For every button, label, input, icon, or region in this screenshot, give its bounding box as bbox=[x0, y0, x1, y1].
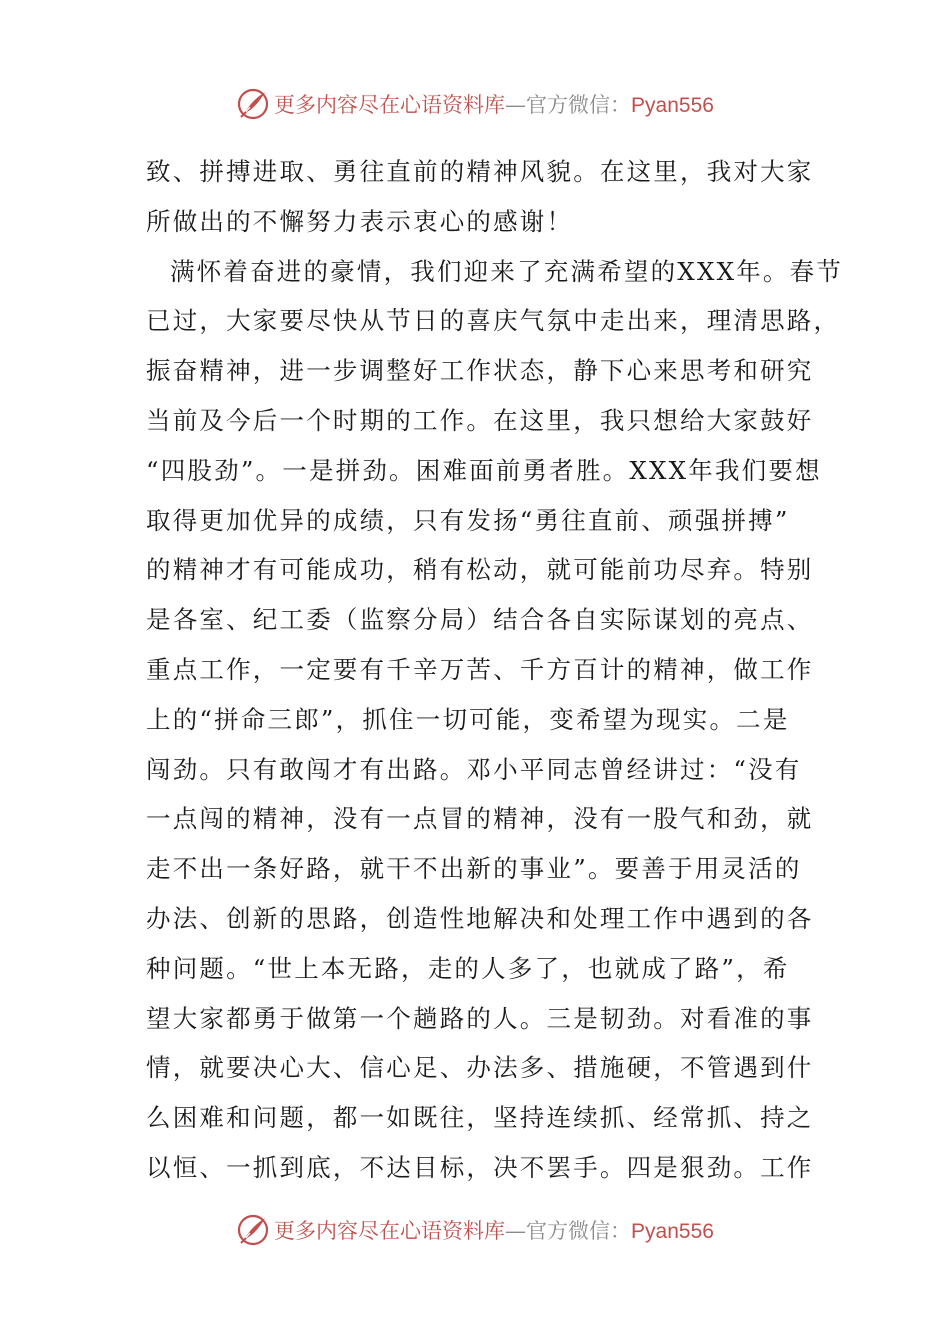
header-banner bbox=[0, 84, 950, 124]
banner-dash: — bbox=[505, 93, 527, 117]
body-line: 已过，大家要尽快从节日的喜庆气氛中走出来，理清思路， bbox=[146, 306, 841, 336]
banner-text bbox=[274, 1215, 714, 1245]
body-line: 重点工作，一定要有千辛万苦、千方百计的精神，做工作 bbox=[146, 654, 814, 684]
body-line: 种问题。“世上本无路，走的人多了，也就成了路”，希 bbox=[146, 953, 790, 983]
banner-wechat-label: 官方微信： bbox=[526, 1219, 632, 1243]
banner-site-name: 更多内容尽在心语资料库 bbox=[274, 93, 506, 117]
body-line: 走不出一条好路，就干不出新的事业”。要善于用灵活的 bbox=[146, 854, 802, 884]
paragraph-start-line: 满怀着奋进的豪情，我们迎来了充满希望的XXX年。春节 bbox=[170, 256, 844, 286]
body-line: 振奋精神，进一步调整好工作状态，静下心来思考和研究 bbox=[146, 356, 814, 386]
body-line: 一点闯的精神，没有一点冒的精神，没有一股气和劲，就 bbox=[146, 804, 814, 834]
banner-site-name: 更多内容尽在心语资料库 bbox=[274, 1219, 506, 1243]
body-line: 上的“拼命三郎”，抓住一切可能，变希望为现实。二是 bbox=[146, 704, 790, 734]
body-line: 情，就要决心大、信心足、办法多、措施硬，不管遇到什 bbox=[146, 1053, 814, 1083]
body-line: 所做出的不懈努力表示衷心的感谢！ bbox=[146, 206, 574, 236]
quill-pen-logo-icon bbox=[236, 87, 270, 121]
quill-pen-logo-icon bbox=[236, 1213, 270, 1247]
body-line: 取得更加优异的成绩，只有发扬“勇往直前、顽强拼搏” bbox=[146, 505, 790, 535]
body-line: 么困难和问题，都一如既往，坚持连续抓、经常抓、持之 bbox=[146, 1103, 814, 1133]
body-line: 望大家都勇于做第一个趟路的人。三是韧劲。对看准的事 bbox=[146, 1003, 814, 1033]
footer-banner bbox=[0, 1210, 950, 1250]
document-body bbox=[146, 147, 846, 1193]
banner-wechat-id: Pyan556 bbox=[631, 94, 714, 117]
body-line: 的精神才有可能成功，稍有松动，就可能前功尽弃。特别 bbox=[146, 555, 814, 585]
banner-dash: — bbox=[505, 1219, 527, 1243]
body-line: 办法、创新的思路，创造性地解决和处理工作中遇到的各 bbox=[146, 903, 814, 933]
body-line: 致、拼搏进取、勇往直前的精神风貌。在这里，我对大家 bbox=[146, 157, 814, 186]
body-line: 以恒、一抓到底，不达目标，决不罢手。四是狠劲。工作 bbox=[146, 1152, 814, 1182]
banner-wechat-id: Pyan556 bbox=[631, 1220, 714, 1243]
body-line: 是各室、纪工委（监察分局）结合各自实际谋划的亮点、 bbox=[146, 605, 814, 635]
body-line: 当前及今后一个时期的工作。在这里，我只想给大家鼓好 bbox=[146, 405, 814, 435]
banner-text bbox=[274, 89, 714, 119]
body-line: “四股劲”。一是拼劲。困难面前勇者胜。XXX年我们要想 bbox=[146, 455, 822, 485]
banner-wechat-label: 官方微信： bbox=[526, 93, 632, 117]
body-line: 闯劲。只有敢闯才有出路。邓小平同志曾经讲过：“没有 bbox=[146, 754, 802, 784]
